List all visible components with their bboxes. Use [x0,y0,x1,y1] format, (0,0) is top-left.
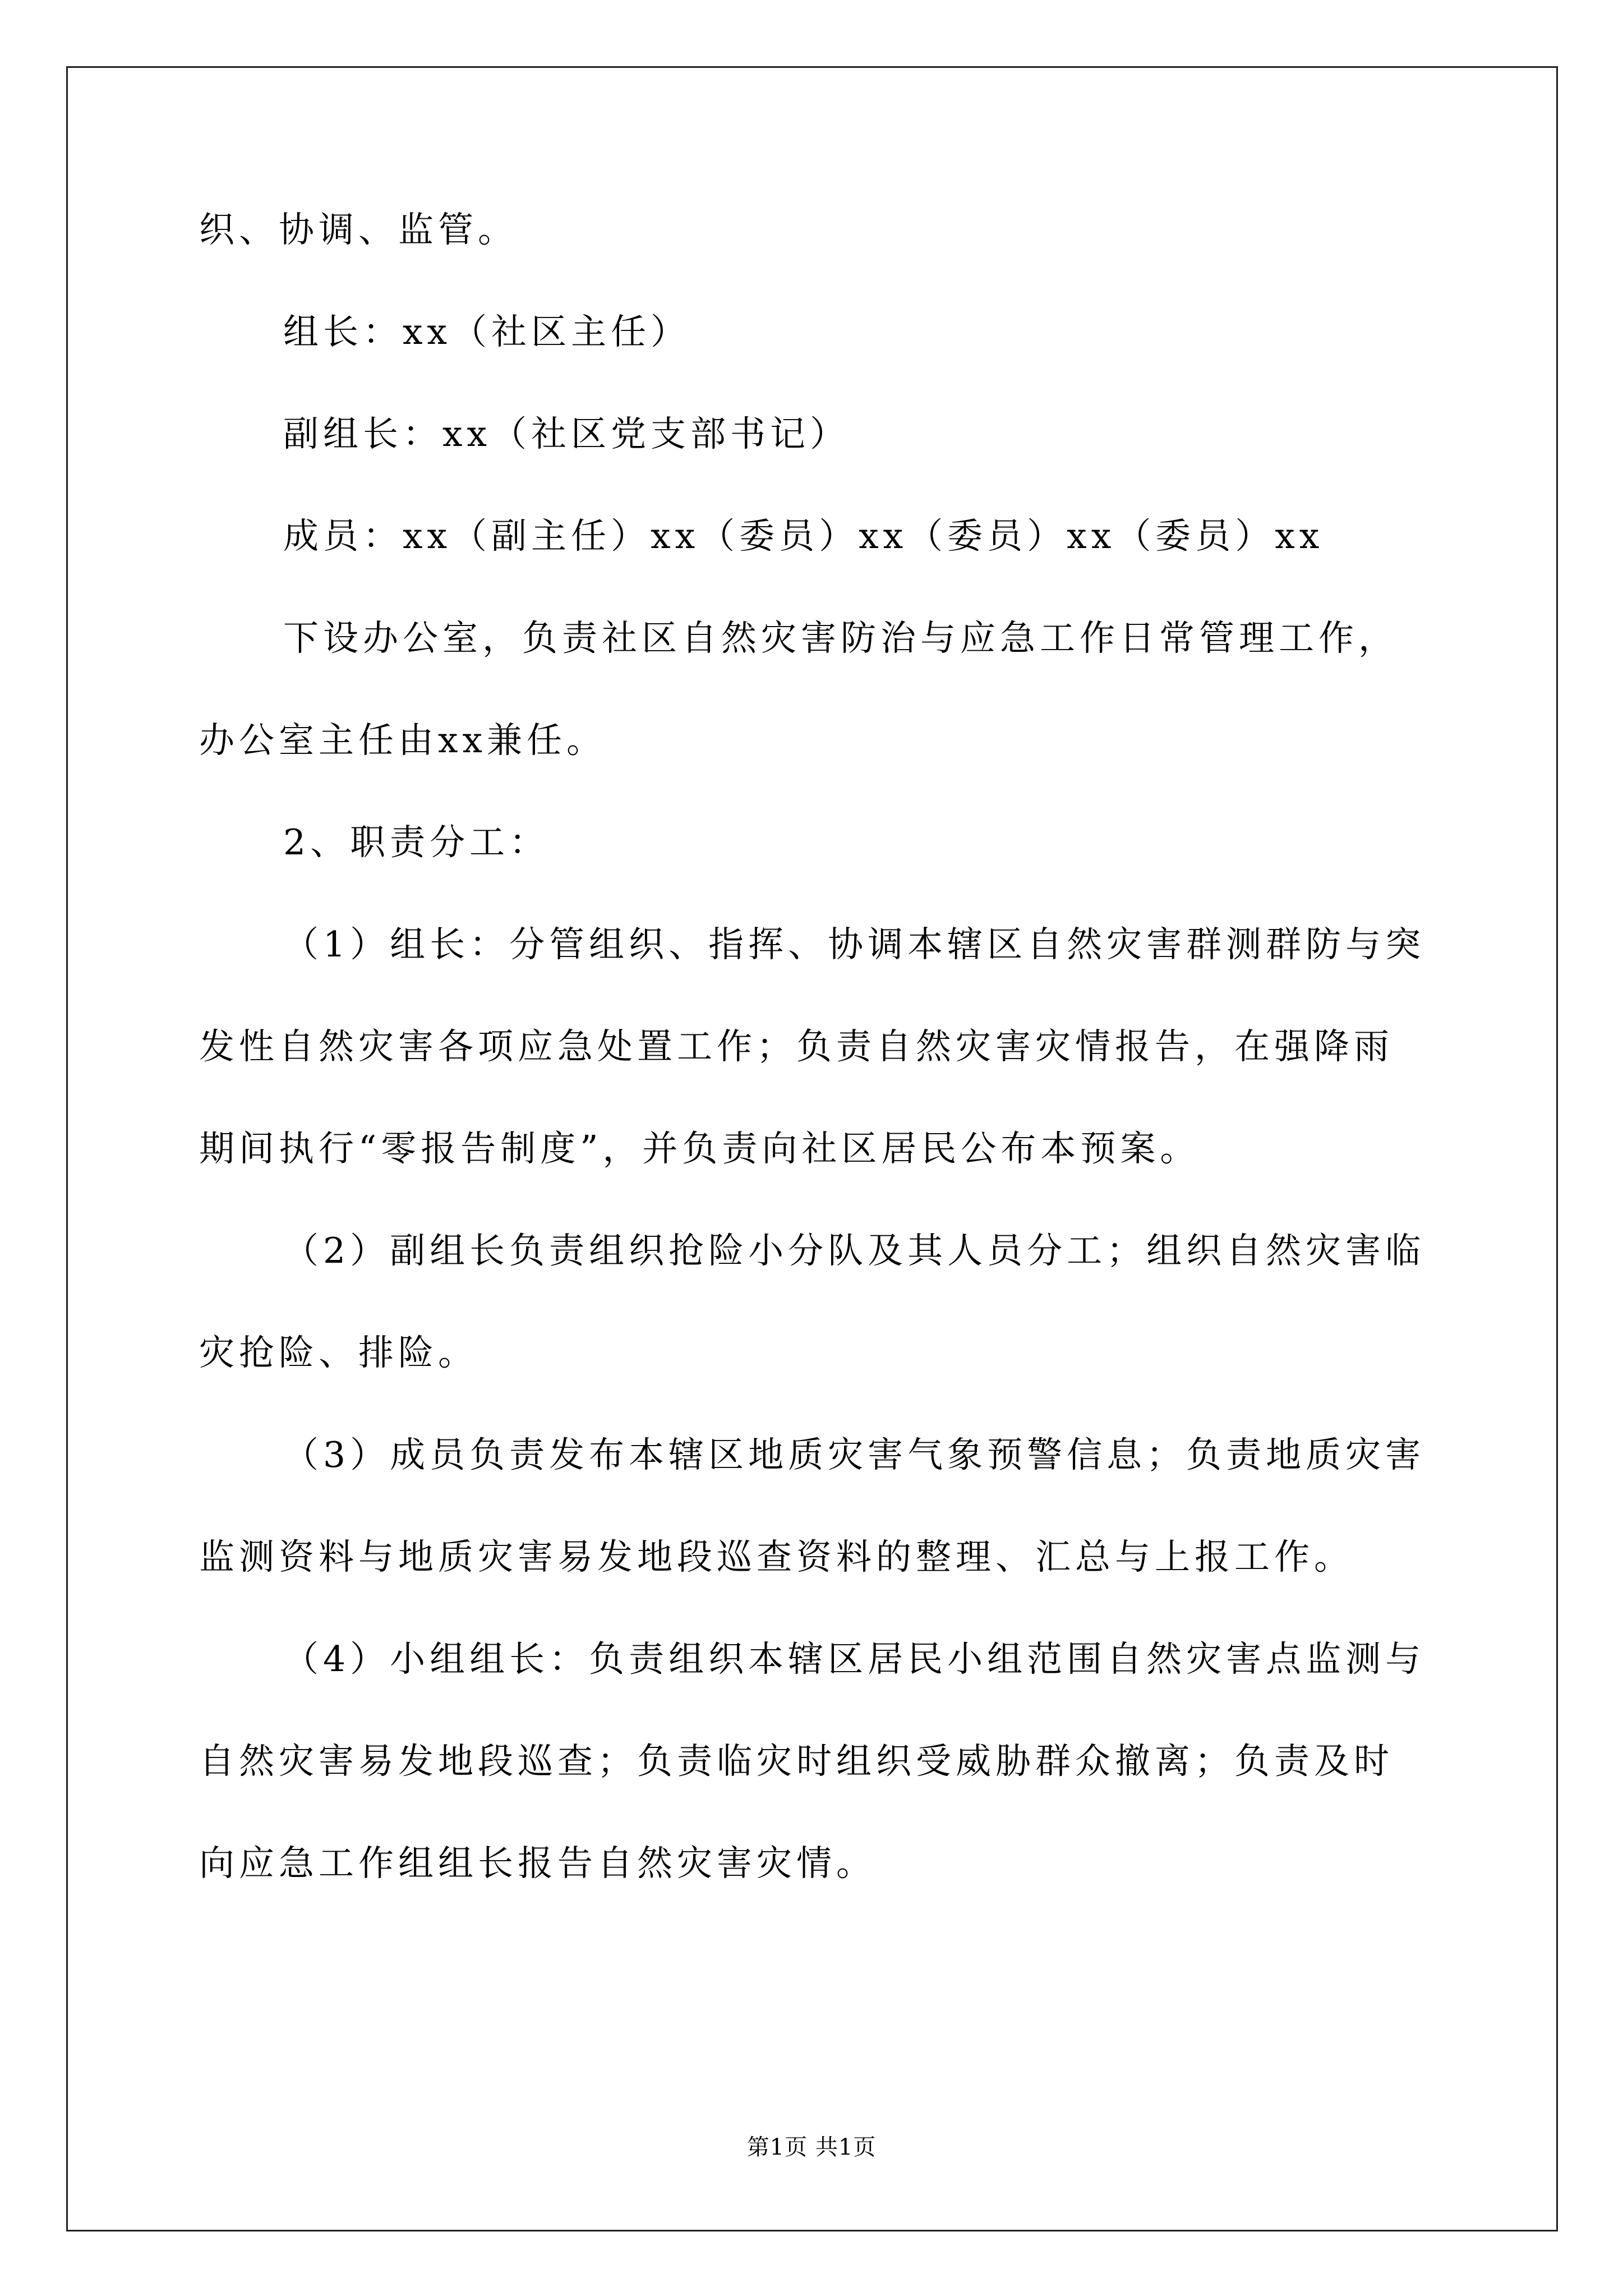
text-line: 织、协调、监管。 [199,209,518,250]
text-line: 灾抢险、排险。 [199,1332,478,1373]
text-line: （1）组长：分管组织、指挥、协调本辖区自然灾害群测群防与突 [283,924,1426,965]
text-line: （3）成员负责发布本辖区地质灾害气象预警信息；负责地质灾害 [283,1434,1426,1475]
text-line: 办公室主任由xx兼任。 [199,720,607,761]
text-line: 副组长：xx（社区党支部书记） [283,413,850,454]
text-line: 发性自然灾害各项应急处置工作；负责自然灾害灾情报告，在强降雨 [199,1026,1394,1067]
text-line: （4）小组组长：负责组织本辖区居民小组范围自然灾害点监测与 [283,1639,1426,1680]
page-footer: 第1页 共1页 [746,2134,877,2160]
text-line: （2）副组长负责组织抢险小分队及其人员分工；组织自然灾害临 [283,1230,1426,1271]
text-line: 期间执行“零报告制度”，并负责向社区居民公布本预案。 [199,1128,1200,1169]
section-heading: 2、职责分工： [283,822,550,863]
text-line: 成员：xx（副主任）xx（委员）xx（委员）xx（委员）xx [283,516,1324,556]
text-line: 监测资料与地质灾害易发地段巡查资料的整理、汇总与上报工作。 [199,1536,1354,1577]
text-line: 组长：xx（社区主任） [283,311,691,352]
text-line: 向应急工作组组长报告自然灾害灾情。 [199,1843,876,1884]
text-line: 自然灾害易发地段巡查；负责临灾时组织受威胁群众撤离；负责及时 [199,1741,1394,1782]
text-line: 下设办公室，负责社区自然灾害防治与应急工作日常管理工作， [283,618,1398,659]
